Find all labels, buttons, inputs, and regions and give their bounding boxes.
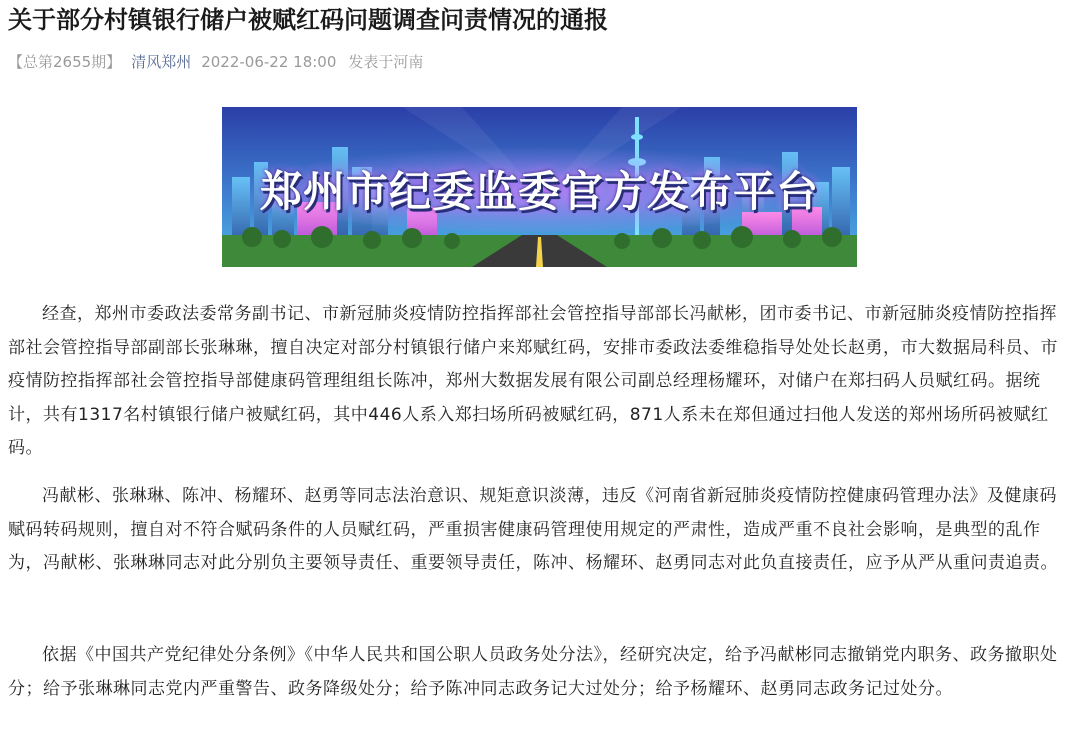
article-meta [8, 52, 423, 72]
issue-number: 【总第2655期】 [8, 53, 122, 71]
paragraph-2: 冯献彬、张琳琳、陈冲、杨耀环、赵勇等同志法治意识、规矩意识淡薄，违反《河南省新冠肺炎疫情防控健康码管理办法》及健康码赋码转码规则，擅自对不符合赋码条件的人员赋红码，严重损害健康码管理使用规定的严肃性，造成严重不良社会影响，是典型的乱作为，冯献彬、张琳琳同志对此分别负主要领导责任、重要领导责任，陈冲、杨耀环、赵勇同志对此负直接责任，应予从严从重问责追责。 [8, 486, 1058, 573]
banner-title-text: 郑州市纪委监委官方发布平台 [259, 167, 819, 216]
article-title: 关于部分村镇银行储户被赋红码问题调查问责情况的通报 [8, 6, 608, 34]
paragraph-3: 依据《中国共产党纪律处分条例》《中华人民共和国公职人员政务处分法》，经研究决定，给予冯献彬同志撤销党内职务、政务撤职处分；给予张琳琳同志党内严重警告、政务降级处分；给予陈冲同志政务记大过处分；给予杨耀环、赵勇同志政务记过处分。 [8, 645, 1058, 699]
paragraph-1: 经查，郑州市委政法委常务副书记、市新冠肺炎疫情防控指挥部社会管控指导部部长冯献彬，团市委书记、市新冠肺炎疫情防控指挥部社会管控指导部副部长张琳琳，擅自决定对部分村镇银行储户来郑赋红码，安排市委政法委维稳指导处处长赵勇，市大数据局科员、市疫情防控指挥部社会管控指导部健康码管理组组长陈冲，郑州大数据发展有限公司副总经理杨耀环，对储户在郑扫码人员赋红码。据统计，共有1317名村镇银行储户被赋红码，其中446人系入郑扫场所码被赋红码，871人系未在郑但通过扫他人发送的郑州场所码被赋红码。 [8, 304, 1058, 458]
publish-datetime: 2022-06-22 18:00 [201, 53, 337, 71]
publish-location: 发表于河南 [348, 53, 424, 71]
account-link[interactable]: 清风郑州 [131, 53, 192, 71]
banner-image [222, 107, 857, 267]
